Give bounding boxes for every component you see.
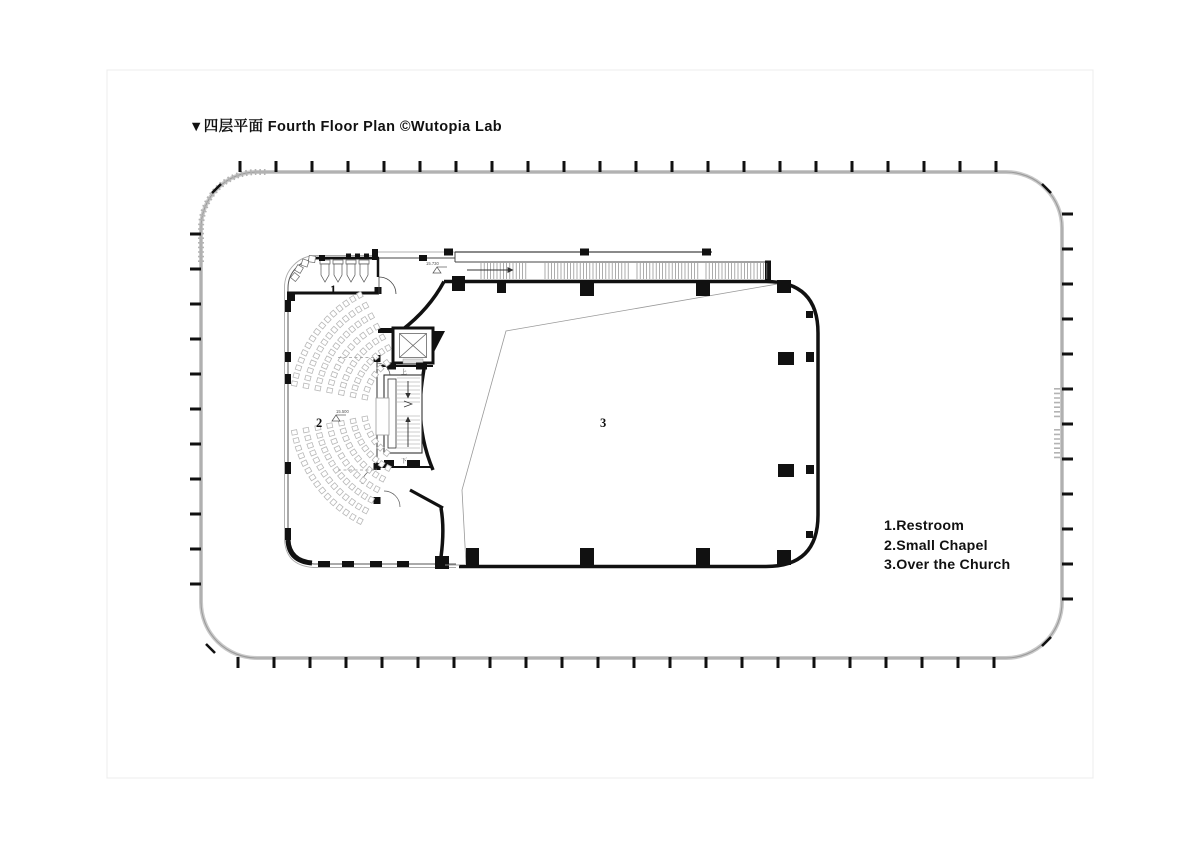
svg-text:15.730: 15.730 xyxy=(426,261,439,266)
corridor-walkway xyxy=(372,249,771,281)
staircase xyxy=(384,368,422,465)
legend-item-chapel: 2.Small Chapel xyxy=(884,537,988,554)
walkway-tread-hatch xyxy=(481,263,767,279)
room-label-church: 3 xyxy=(600,416,607,430)
altar-platform xyxy=(376,398,389,435)
church-hall-wall xyxy=(444,282,818,567)
stair-up-label: 上 xyxy=(401,369,408,376)
room-label-chapel: 2 xyxy=(316,416,323,430)
columns xyxy=(452,276,814,567)
room-label-restroom: 1 xyxy=(330,283,337,297)
corner-ticks xyxy=(206,184,1051,653)
building-envelope xyxy=(190,161,1073,668)
level-marker-chapel xyxy=(332,409,349,421)
restroom-door-swing xyxy=(379,277,396,294)
church-hall xyxy=(444,276,818,567)
legend-item-church: 3.Over the Church xyxy=(884,557,1011,574)
corner-hatch-band xyxy=(201,172,266,262)
sink-fixtures xyxy=(290,255,325,282)
page-title: ▼四层平面 Fourth Floor Plan ©Wutopia Lab xyxy=(189,119,503,135)
legend-item-restroom: 1.Restroom xyxy=(884,518,965,534)
stair-down-label: 下 xyxy=(401,458,408,465)
restroom xyxy=(287,254,396,298)
svg-text:15.500: 15.500 xyxy=(336,409,349,414)
level-marker-walkway xyxy=(426,261,447,273)
grid-ticks xyxy=(190,161,1073,668)
small-chapel xyxy=(291,292,391,525)
toilet-fixtures xyxy=(320,260,369,282)
sight-lines xyxy=(462,282,789,564)
